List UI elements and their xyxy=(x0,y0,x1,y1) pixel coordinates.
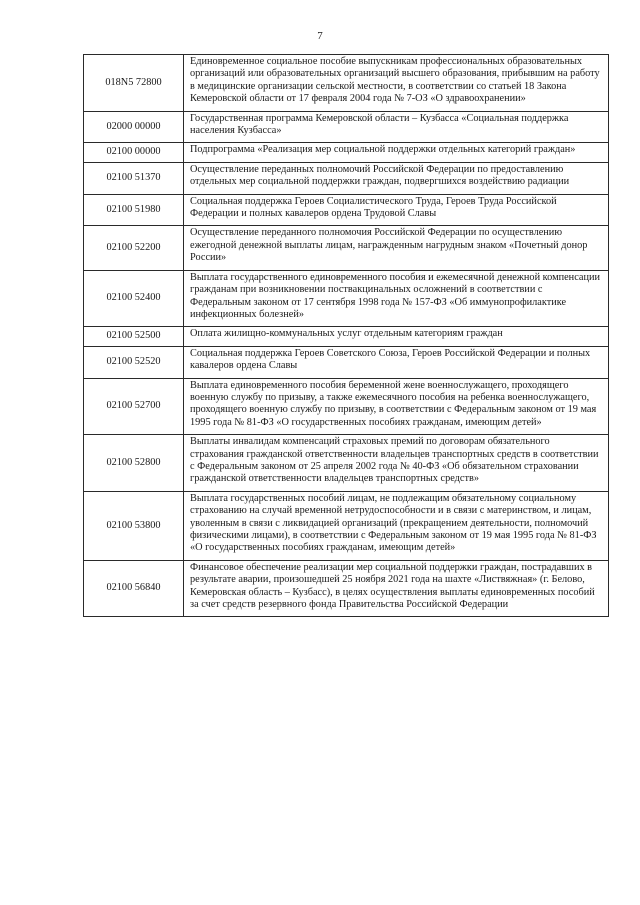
row-code: 02100 00000 xyxy=(84,143,184,162)
row-description: Подпрограмма «Реализация мер социальной поддержки отдельных категорий граждан» xyxy=(184,143,609,162)
table-row xyxy=(84,226,609,270)
table-row xyxy=(84,55,609,112)
row-description: Финансовое обеспечение реализации мер социальной поддержки граждан, пострадавших в результате аварии, произошедшей 25 ноября 2021 года на шахте «Листвяжная» (г. Белово, Кемеровская область – Кузбасс), в целях осуществления выплаты единовременных пособий за счет средств резервного фонда Правительства Российской Федерации xyxy=(184,560,609,617)
row-description: Осуществление переданных полномочий Российской Федерации по предоставлению отдельных мер социальной поддержки граждан, подвергшихся воздействию радиации xyxy=(184,162,609,194)
row-description: Выплата государственных пособий лицам, не подлежащим обязательному социальному страхованию на случай временной нетрудоспособности и в связи с материнством, и лицам, уволенным в связи с ликвидацией организаций (прекращением деятельности, полномочий физическими лицами), в соответствии с Федеральным законом от 19 мая 1995 года № 81-ФЗ «О государственных пособиях гражданам, имеющим детей» xyxy=(184,491,609,560)
row-description: Государственная программа Кемеровской области – Кузбасса «Социальная поддержка населения Кузбасса» xyxy=(184,111,609,143)
row-description: Осуществление переданного полномочия Российской Федерации по осуществлению ежегодной денежной выплаты лицам, награжденным нагрудным знаком «Почетный донор России» xyxy=(184,226,609,270)
row-code: 018N5 72800 xyxy=(84,55,184,112)
table-row xyxy=(84,111,609,143)
table-row xyxy=(84,435,609,492)
row-code: 02100 52400 xyxy=(84,270,184,327)
row-description: Социальная поддержка Героев Советского Союза, Героев Российской Федерации и полных кавалеров ордена Славы xyxy=(184,346,609,378)
row-code: 02100 56840 xyxy=(84,560,184,617)
table-row xyxy=(84,143,609,162)
row-description: Выплата единовременного пособия беременной жене военнослужащего, проходящего военную службу по призыву, а также ежемесячного пособия на ребенка военнослужащего, проходящего военную службу по призыву, в соответствии с Федеральным законом от 19 мая 1995 года № 81-ФЗ «О государственных пособиях гражданам, имеющим детей» xyxy=(184,378,609,435)
budget-classification-table xyxy=(83,54,609,617)
row-description: Оплата жилищно-коммунальных услуг отдельным категориям граждан xyxy=(184,327,609,346)
row-code: 02100 51980 xyxy=(84,194,184,226)
row-description: Единовременное социальное пособие выпускникам профессиональных образовательных организаций или образовательных организаций высшего образования, прибывшим на работу в медицинские организации сельской местности, в соответствии со статьей 18 Закона Кемеровской области от 17 февраля 2004 года № 7-ОЗ «О здравоохранении» xyxy=(184,55,609,112)
table-row xyxy=(84,491,609,560)
table-row xyxy=(84,162,609,194)
table-row xyxy=(84,270,609,327)
table-row xyxy=(84,378,609,435)
row-description: Социальная поддержка Героев Социалистического Труда, Героев Труда Российской Федерации и полных кавалеров ордена Трудовой Славы xyxy=(184,194,609,226)
row-code: 02100 51370 xyxy=(84,162,184,194)
row-code: 02000 00000 xyxy=(84,111,184,143)
page-number: 7 xyxy=(317,30,323,42)
table-row xyxy=(84,194,609,226)
table-row xyxy=(84,346,609,378)
row-code: 02100 52200 xyxy=(84,226,184,270)
row-code: 02100 52520 xyxy=(84,346,184,378)
table-row xyxy=(84,327,609,346)
table-row xyxy=(84,560,609,617)
row-description: Выплата государственного единовременного пособия и ежемесячной денежной компенсации гражданам при возникновении поствакцинальных осложнений в соответствии с Федеральным законом от 17 сентября 1998 года № 157-ФЗ «Об иммунопрофилактике инфекционных болезней» xyxy=(184,270,609,327)
row-code: 02100 52800 xyxy=(84,435,184,492)
row-code: 02100 53800 xyxy=(84,491,184,560)
row-code: 02100 52500 xyxy=(84,327,184,346)
row-code: 02100 52700 xyxy=(84,378,184,435)
row-description: Выплаты инвалидам компенсаций страховых премий по договорам обязательного страхования гражданской ответственности владельцев транспортных средств в соответствии с Федеральным законом от 25 апреля 2002 года № 40-ФЗ «Об обязательном страховании гражданской ответственности владельцев транспортных средств» xyxy=(184,435,609,492)
